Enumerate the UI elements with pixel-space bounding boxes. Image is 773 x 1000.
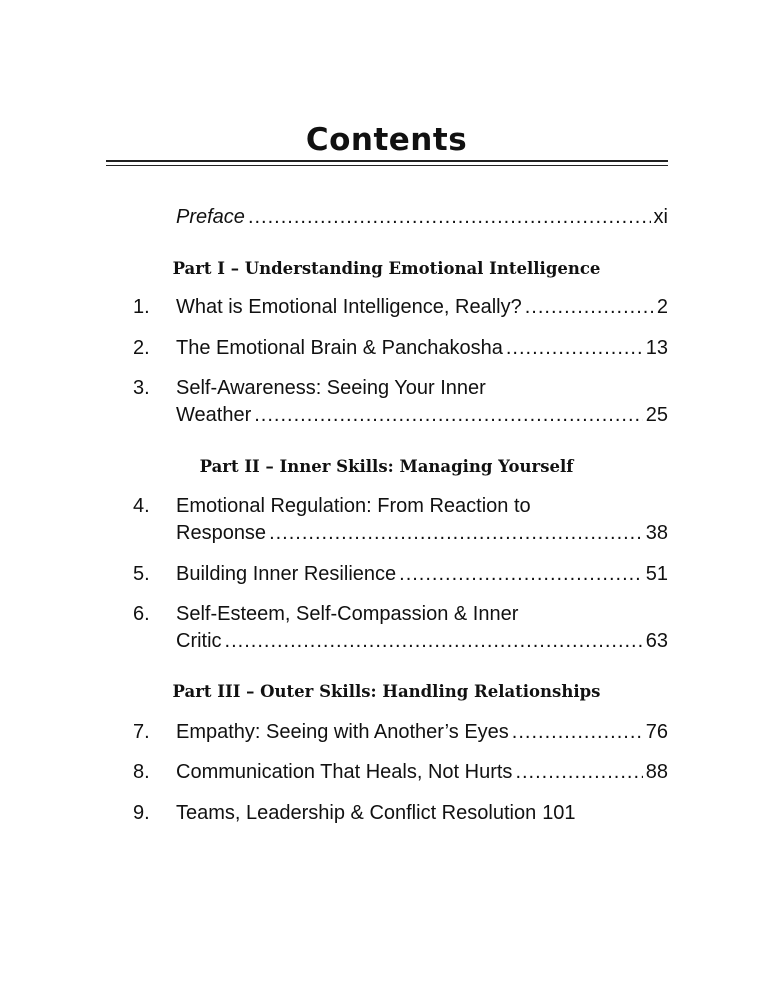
dot-leader	[248, 204, 651, 231]
chapter-title: What is Emotional Intelligence, Really?	[176, 296, 522, 318]
part-heading-3: Part III – Outer Skills: Handling Relationships	[172, 682, 601, 701]
dot-leader	[399, 561, 643, 588]
chapter-title: Self-Esteem, Self-Compassion & Inner	[176, 603, 519, 625]
dot-leader	[506, 335, 643, 362]
chapter-page: 13	[645, 337, 668, 359]
chapter-title: The Emotional Brain & Panchakosha	[176, 337, 503, 359]
chapter-page: 2	[656, 296, 668, 318]
dot-leader	[269, 520, 643, 547]
chapter-page: 101	[542, 802, 576, 824]
dot-leader	[225, 628, 643, 655]
chapter-title-cont: Critic	[176, 630, 222, 652]
chapter-title: Communication That Heals, Not Hurts	[176, 761, 513, 783]
chapter-title-cont: Weather	[176, 404, 252, 426]
part-heading-1: Part I – Understanding Emotional Intelligence	[172, 259, 601, 278]
chapter-number: 4.	[133, 495, 150, 517]
dot-leader	[525, 294, 654, 321]
page-title: Contents	[305, 122, 468, 158]
chapter-page: 38	[645, 522, 668, 544]
chapter-number: 1.	[133, 296, 150, 318]
chapter-number: 3.	[133, 377, 150, 399]
chapter-title: Teams, Leadership & Conflict Resolution	[176, 802, 537, 824]
chapter-title: Self-Awareness: Seeing Your Inner	[176, 377, 486, 399]
chapter-page: 51	[645, 563, 668, 585]
entry-label: Preface	[176, 206, 245, 228]
entry-text	[176, 204, 668, 231]
chapter-title-cont: Response	[176, 522, 267, 544]
chapter-number: 2.	[133, 337, 150, 359]
chapter-title: Empathy: Seeing with Another’s Eyes	[176, 721, 509, 743]
title-rule-thin	[106, 165, 668, 166]
part-heading-2: Part II – Inner Skills: Managing Yourself	[199, 457, 574, 476]
chapter-page: 25	[645, 404, 668, 426]
dot-leader	[512, 719, 643, 746]
chapter-title: Building Inner Resilience	[176, 563, 397, 585]
chapter-number: 9.	[133, 802, 150, 824]
chapter-number: 6.	[133, 603, 150, 625]
chapter-number: 7.	[133, 721, 150, 743]
entry-page: xi	[653, 206, 668, 228]
chapter-page: 88	[645, 761, 668, 783]
chapter-number: 8.	[133, 761, 150, 783]
chapter-number: 5.	[133, 563, 150, 585]
chapter-page: 76	[645, 721, 668, 743]
title-rule-thick	[106, 160, 668, 162]
chapter-title: Emotional Regulation: From Reaction to	[176, 495, 531, 517]
dot-leader	[254, 402, 643, 429]
chapter-page: 63	[645, 630, 668, 652]
dot-leader	[515, 759, 642, 786]
